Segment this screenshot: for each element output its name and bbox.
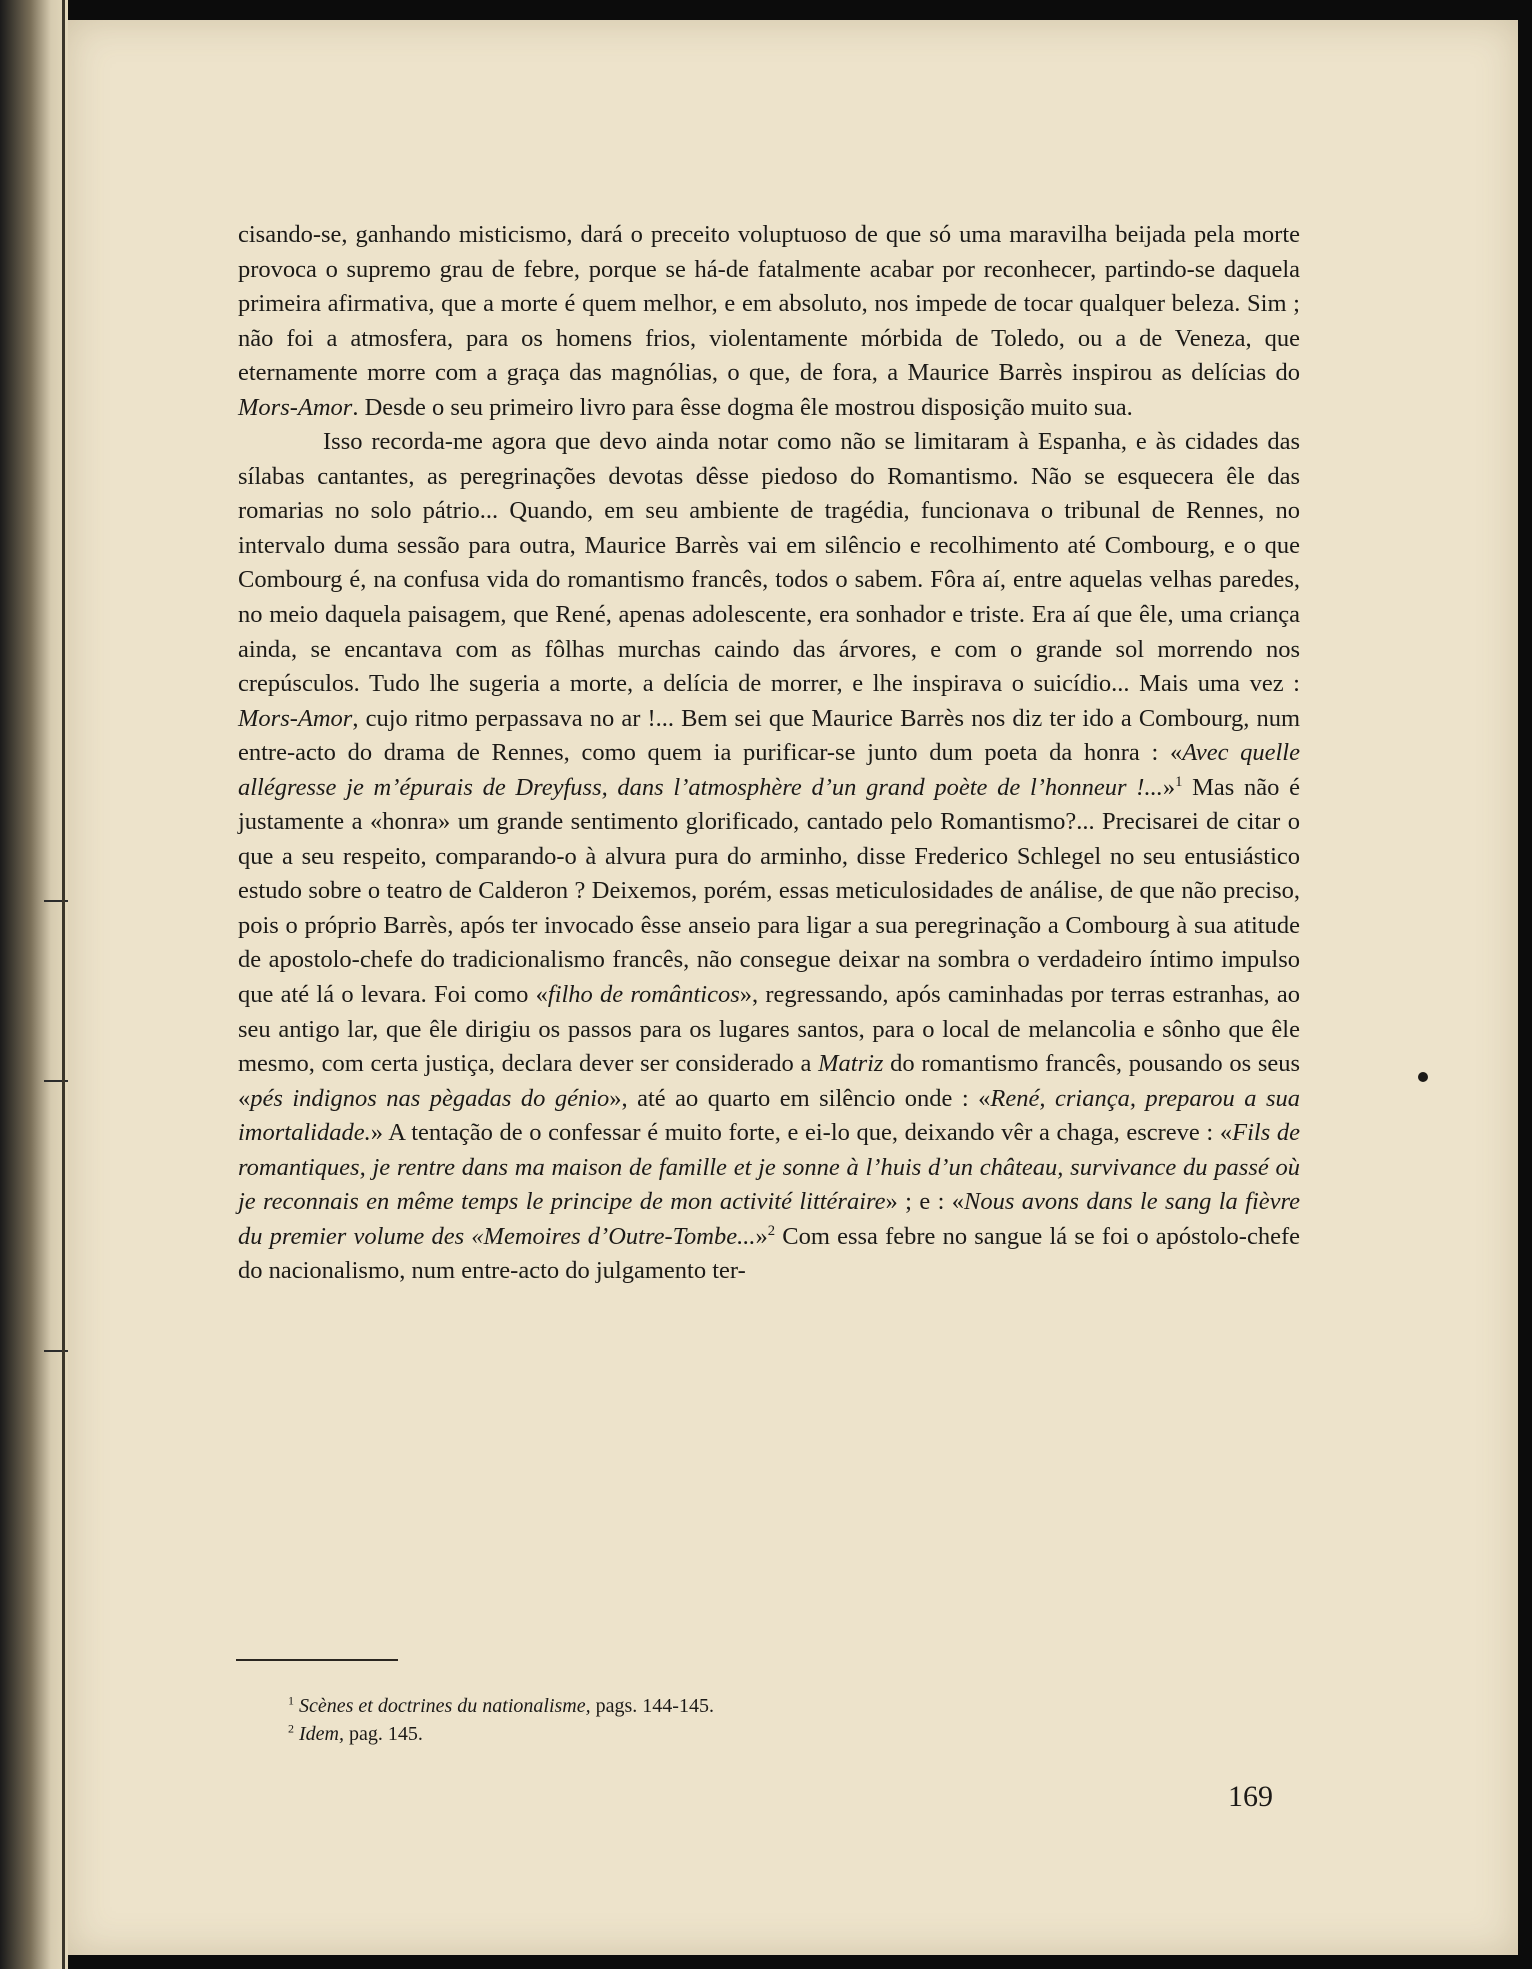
book-gutter <box>0 0 68 1969</box>
italic-quote: René, criança, preparou a sua imortalidade. <box>238 1084 1300 1147</box>
italic-quote: pés indignos nas pègadas do génio <box>250 1084 610 1112</box>
footnote-ref: 2 <box>767 1222 776 1239</box>
page-number: 169 <box>1228 1780 1273 1813</box>
italic-title: Mors-Amor <box>238 704 353 732</box>
footnote-title: Scènes et doctrines du nationalisme, <box>299 1695 591 1717</box>
text-run: Mas não é justamente a «honra» um grande sentimento glorificado, cantado pelo Romantismo?... Precisarei de citar o que a seu respeito, comparando-o à alvura pura do arminho, disse Frederico Schlegel no seu entusiástico estudo sobre o teatro de Calderon ? Deixemos, porém, essas meticulosidades de análise, de que não preciso, pois o próprio Barrès, após ter invocado êsse anseio para ligar a sua peregrinação a Combourg à sua atitude de apostolo-chefe do tradicionalismo francês, não consegue deixar na sombra o verdadeiro íntimo impulso que até lá o levara. Foi como « <box>238 773 1300 1009</box>
paragraph-1 <box>238 218 1300 425</box>
footnote-number: 1 <box>288 1693 294 1708</box>
italic-quote: Avec quelle allégresse je m’épurais de Dreyfuss, dans l’atmosphère d’un grand poète de l’honneur !... <box>238 739 1300 801</box>
italic-quote: Nous avons dans le sang la fièvre du premier volume des «Memoires d’Outre-Tombe... <box>238 1188 1300 1250</box>
footnote-2 <box>288 1720 988 1748</box>
ink-dot <box>1418 1072 1428 1082</box>
text-run: » ; e : « <box>885 1188 965 1216</box>
text-run: », regressando, após caminhadas por terras estranhas, ao seu antigo lar, que êle dirigiu os passos para os lugares santos, para o local de melancolia e sônho que êle mesmo, com certa justiça, declara dever ser considerado a <box>238 981 1300 1078</box>
footnote-1 <box>288 1692 988 1720</box>
footnote-pages: pag. 145. <box>343 1723 423 1745</box>
text-run: . Desde o seu primeiro livro para êsse dogma êle mostrou disposição muito sua. <box>352 393 1133 421</box>
footnotes <box>288 1692 988 1748</box>
body-text <box>238 218 1300 1289</box>
text-run: » <box>1162 773 1176 801</box>
text-run: », até ao quarto em silêncio onde : « <box>609 1084 991 1112</box>
text-run: » A tentação de o confessar é muito forte, e ei-lo que, deixando vêr a chaga, escreve : « <box>370 1119 1233 1147</box>
text-run: Isso recorda-me agora que devo ainda notar como não se limitaram à Espanha, e às cidades das sílabas cantantes, as peregrinações devotas dêsse piedoso do Romantismo. Não se esquecera êle das romarias no solo pátrio... Quando, em seu ambiente de tragédia, funcionava o tribunal de Rennes, no intervalo duma sessão para outra, Maurice Barrès vai em silêncio e recolhimento até Combourg, e o que Combourg é, na confusa vida do romantismo francês, todos o sabem. Fôra aí, entre aquelas velhas paredes, no meio daquela paisagem, que René, apenas adolescente, era sonhador e triste. Era aí que êle, uma criança ainda, se encantava com as fôlhas murchas caindo das árvores, e com o grande sol morrendo nos crepúsculos. Tudo lhe sugeria a morte, a delícia de morrer, e lhe inspirava o suicídio... Mais uma vez : <box>238 428 1300 698</box>
footnote-pages: pags. 144-145. <box>590 1695 714 1717</box>
italic-quote: filho de românticos <box>547 981 740 1009</box>
footnote-ref: 1 <box>1175 773 1183 790</box>
text-run: do romantismo francês, pousando os seus « <box>238 1050 1301 1112</box>
text-run: Com essa febre no sangue lá se foi o apóstolo-chefe do nacionalismo, num entre-acto do julgamento ter- <box>238 1222 1300 1285</box>
paragraph-2 <box>238 425 1300 1289</box>
text-run: cisando-se, ganhando misticismo, dará o preceito voluptuoso de que só uma maravilha beijada pela morte provoca o supremo grau de febre, porque se há-de fatalmente acabar por reconhecer, partindo-se daquela primeira afirmativa, que a morte é quem melhor, e em absoluto, nos impede de tocar qualquer beleza. Sim ; não foi a atmosfera, para os homens frios, violentamente mórbida de Toledo, ou a de Veneza, que eternamente morre com a graça das magnólias, o que, de fora, a Maurice Barrès inspirou as delícias do <box>238 221 1300 387</box>
text-run: , cujo ritmo perpassava no ar !... Bem sei que Maurice Barrès nos diz ter ido a Combourg, num entre-acto do drama de Rennes, como quem ia purificar-se junto dum poeta da honra : « <box>238 704 1300 767</box>
italic-title: Mors-Amor <box>238 393 353 421</box>
footnote-number: 2 <box>288 1721 294 1736</box>
footnote-title: Idem, <box>299 1723 344 1745</box>
italic-word: Matriz <box>818 1050 884 1078</box>
footnote-rule <box>236 1659 398 1661</box>
text-run: » <box>755 1222 768 1250</box>
italic-quote: Fils de romantiques, je rentre dans ma maison de famille et je sonne à l’huis d’un château, survivance du passé où je reconnais en même temps le principe de mon activité littéraire <box>238 1119 1300 1216</box>
spine-edge <box>62 0 65 1969</box>
